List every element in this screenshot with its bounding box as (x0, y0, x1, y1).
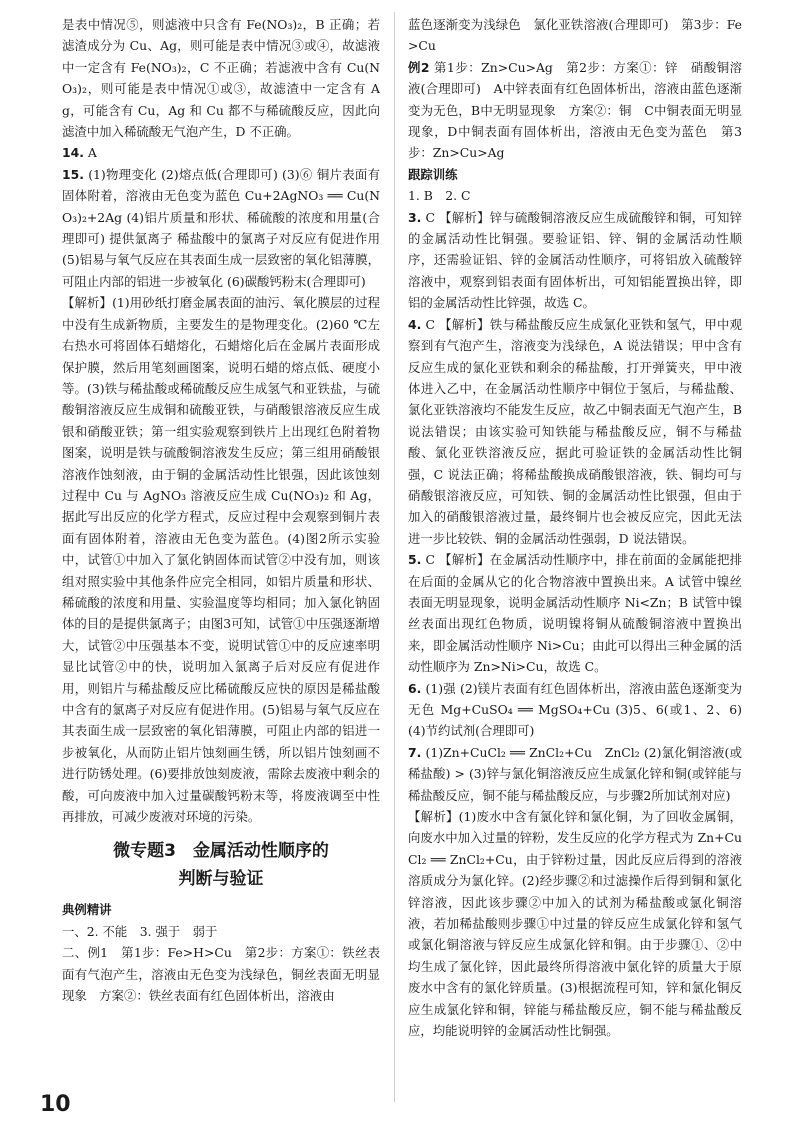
answer-3-text: C 【解析】锌与硫酸铜溶液反应生成硫酸锌和铜，可知锌的金属活动性比铜强。要验证铝、锌、铜的金属活动性顺序，还需验证铝、锌的金属活动性顺序，可将铝放入硫酸锌溶液中，观察到铝表面有固体析出，可知铝能置换出锌，即铝的金属活动性比锌强，故选 C。 (408, 209, 742, 311)
example-2-label: 例2 (408, 59, 430, 75)
question-number-4: 4. (408, 316, 422, 332)
answer-15 (62, 164, 380, 292)
follow-heading: 跟踪训练 (408, 166, 458, 182)
question-number-6: 6. (408, 680, 422, 696)
analysis-7: 【解析】(1)废水中含有氯化锌和氯化铜，为了回收金属铜，向废水中加入过量的锌粉，发生反应的化学方程式为 Zn+CuCl₂ ══ ZnCl₂+Cu，由于锌粉过量，因此反应后得到的溶液溶质成分为氯化锌。(2)经步骤②和过滤操作后得到铜和氯化锌溶液，因此该步骤②中加入的试剂为稀盐酸或氯化铜溶液，若加稀盐酸则步骤①中过量的锌反应生成氯化锌和氢气或氯化铜溶液与锌反应生成氯化锌和铜。由于步骤①、②中均生成了氯化锌，因此最终所得溶液中氯化锌的质量大于原废水中含有的氯化锌质量。(3)根据流程可知，锌和氯化铜反应生成氯化锌和铜，锌能与稀盐酸反应，铜不能与稀盐酸反应，均能说明锌的金属活动性比铜强。 (408, 809, 742, 1039)
item-two: 二、例1 第1步：Fe>H>Cu 第2步：方案①：铁丝表面有气泡产生，溶液由无色变为浅绿色，铜丝表面无明显现象 方案②：铁丝表面有红色固体析出，溶液由 (62, 945, 380, 1004)
answer-7-text: (1)Zn+CuCl₂ ══ ZnCl₂+Cu ZnCl₂ (2)氯化铜溶液(或稀盐酸) > (3)锌与氯化铜溶液反应生成氯化锌和铜(或锌能与稀盐酸反应，铜不能与稀盐酸反应，与步骤2所加试剂对应) (408, 744, 742, 803)
answer-6 (408, 678, 742, 742)
page-number: 10 (40, 1092, 71, 1117)
paragraph-continuation: 是表中情况⑤，则滤液中只含有 Fe(NO₃)₂，B 正确；若滤渣成分为 Cu、Ag，则可能是表中情况③或④，故滤液中一定含有 Fe(NO₃)₂，C 不正确；若滤液中含有 Cu(NO₃)₂，则可能是表中情况①或③，故滤渣中一定含有 Ag，可能含有 Cu，Ag 和 Cu 都不与稀硫酸反应，因此向滤渣中加入稀硫酸无气泡产生，D 不正确。 (62, 17, 380, 140)
answer-5 (408, 549, 742, 677)
left-column (62, 14, 380, 1006)
topic-title-line-1: 微专题3 金属活动性顺序的 (113, 841, 329, 862)
answer-4-text: C 【解析】铁与稀盐酸反应生成氯化亚铁和氢气，甲中观察到有气泡产生，溶液变为浅绿色，A 说法错误；甲中含有反应生成的氯化亚铁和剩余的稀盐酸，打开弹簧夹，甲中液体进入乙中，在金属活动性顺序中铜位于氢后，与稀盐酸、氯化亚铁溶液均不能发生反应，故乙中铜表面无气泡产生，B 说法错误；由该实验可知铁能与稀盐酸反应，铜不与稀盐酸、氯化亚铁溶液反应，据此可验证铁的金属活动性比铜强，C 说法正确；将稀盐酸换成硝酸银溶液，铁、铜均可与硝酸银溶液反应，可知铁、铜的金属活动性比银强，但由于加入的硝酸银溶液过量，最终铜片也会被反应完，因此无法进一步比较铁、铜的金属活动性强弱，D 说法错误。 (408, 316, 742, 546)
continuation-text: 蓝色逐渐变为浅绿色 氯化亚铁溶液(合理即可) 第3步：Fe>Cu (408, 17, 742, 54)
answer-3 (408, 207, 742, 314)
answer-14 (62, 142, 380, 163)
topic-title-line-2: 判断与验证 (178, 869, 264, 890)
answer-6-text: (1)强 (2)镁片表面有红色固体析出，溶液由蓝色逐渐变为无色 Mg+CuSO₄ ══ MgSO₄+Cu (3)5、6(或1、2、6) (4)节约试剂(合理即可) (408, 680, 742, 739)
question-number-14: 14. (62, 145, 84, 161)
answer-14-text: A (87, 145, 97, 161)
question-number-7: 7. (408, 744, 422, 760)
column-divider (394, 12, 395, 1102)
topic-title (62, 837, 380, 893)
answers-1-2: 1. B 2. C (408, 188, 471, 204)
right-column (408, 14, 742, 1042)
answer-15-text: (1)物理变化 (2)熔点低(合理即可) (3)⑥ 铜片表面有固体附着，溶液由无色变为蓝色 Cu+2AgNO₃ ══ Cu(NO₃)₂+2Ag (4)铝片质量和形状、稀硫酸的浓度和用量(合理即可) 提供氯离子 稀盐酸中的氯离子对反应有促进作用 (5)铝易与氧气反应在其表面生成一层致密的氧化铝薄膜，可阻止内部的铝进一步被氧化 (6)碳酸钙粉末(合理即可) (62, 166, 380, 289)
analysis-15: 【解析】(1)用砂纸打磨金属表面的油污、氧化膜层的过程中没有生成新物质，主要发生的是物理变化。(2)60 ℃左右热水可将固体石蜡熔化，石蜡熔化后在金属片表面形成保护膜，然后用笔刻画图案，说明石蜡的熔点低、硬度小等。(3)铁与稀盐酸或稀硫酸反应生成氢气和亚铁盐，与硫酸铜溶液反应生成铜和硫酸亚铁，与硝酸银溶液反应生成银和硝酸亚铁；第一组实验观察到铁片上出现红色附着物图案，说明是铁与硫酸铜溶液发生反应；第三组用硝酸银溶液作蚀刻液，由于铜的金属活动性比银强，因此该蚀刻过程中 Cu 与 AgNO₃ 溶液反应生成 Cu(NO₃)₂ 和 Ag，据此写出反应的化学方程式，反应过程中会观察到铜片表面有固体附着，溶液由无色变为蓝色。(4)图2所示实验中，试管①中加入了氯化钠固体而试管②中没有加，则该组对照实验中其他条件应完全相同，如铝片质量和形状、稀硫酸的浓度和用量、实验温度等均相同；加入氯化钠固体的目的是提供氯离子；由图3可知，试管①中压强逐渐增大，试管②中压强基本不变，说明试管①中的反应速率明显比试管②中的快，说明加入氯离子后对反应有促进作用，则铝片与稀盐酸反应比稀硫酸反应快的原因是稀盐酸中含有的氯离子对反应有促进作用。(5)铝易与氧气反应在其表面生成一层致密的氧化铝薄膜，可阻止内部的铝进一步被氧化，从而防止铝片蚀刻画生锈，所以铝片蚀刻画不进行防锈处理。(6)要排放蚀刻废液，需除去废液中剩余的酸，可向废液中加入过量碳酸钙粉末等，将废液调至中性再排放，可减少废液对环境的污染。 (62, 295, 380, 825)
answer-5-text: C 【解析】在金属活动性顺序中，排在前面的金属能把排在后面的金属从它的化合物溶液中置换出来。A 试管中镍丝表面无明显现象，说明金属活动性顺序 Ni<Zn；B 试管中镍丝表面出现红色物质，说明镍将铜从硫酸铜溶液中置换出来，即金属活动性顺序 Ni>Cu；由此可以得出三种金属的活动性顺序为 Zn>Ni>Cu，故选 C。 (408, 552, 742, 675)
question-number-5: 5. (408, 552, 422, 568)
item-one: 一、2. 不能 3. 强于 弱于 (62, 923, 218, 939)
answer-7 (408, 742, 742, 806)
section-heading: 典例精讲 (62, 902, 112, 918)
question-number-15: 15. (62, 166, 84, 182)
example-2-text: 第1步：Zn>Cu>Ag 第2步：方案①：锌 硝酸铜溶液(合理即可) A中锌表面有红色固体析出，溶液由蓝色逐渐变为无色，B中无明显现象 方案②：铜 C中铜表面无明显现象，D中铜表面有固体析出，溶液由无色变为蓝色 第3步：Zn>Cu>Ag (408, 59, 742, 161)
question-number-3: 3. (408, 209, 422, 225)
answer-4 (408, 314, 742, 549)
example-2 (408, 57, 742, 164)
